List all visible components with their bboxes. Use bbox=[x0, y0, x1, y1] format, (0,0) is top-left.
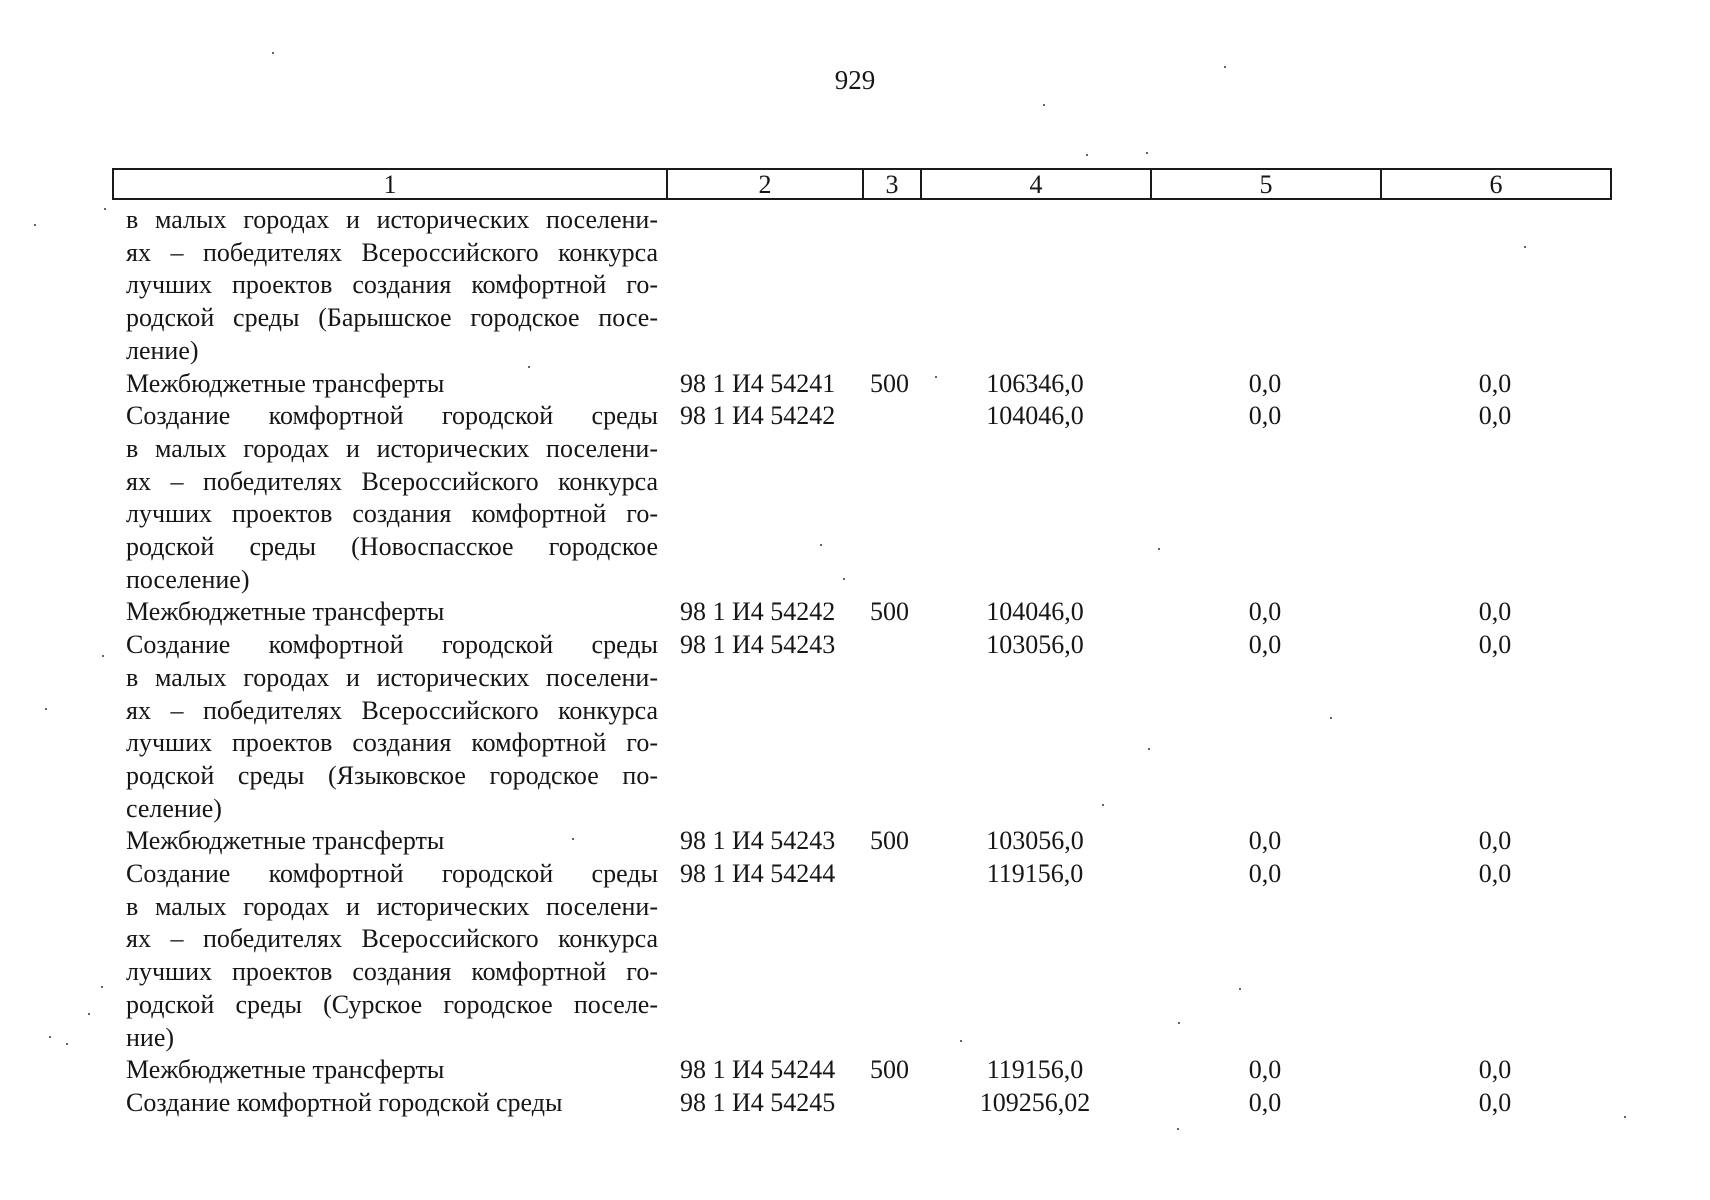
row-value-col4: 119156,0 bbox=[986, 1055, 1084, 1085]
row-description bbox=[126, 596, 658, 629]
row-value-col6: 0,0 bbox=[1478, 1055, 1512, 1085]
description-line: в малых городах и исторических поселени- bbox=[126, 205, 658, 234]
description-line: Межбюджетные трансферты bbox=[126, 826, 445, 856]
row-code: 98 1 И4 54241 bbox=[680, 368, 836, 398]
row-expense-kind: 500 bbox=[870, 826, 909, 856]
row-value-col4: 103056,0 bbox=[986, 826, 1084, 856]
description-line: Создание комфортной городской среды bbox=[126, 1087, 563, 1117]
header-col-3: 3 bbox=[864, 170, 922, 198]
row-expense-kind: 500 bbox=[870, 597, 909, 627]
description-line: Межбюджетные трансферты bbox=[126, 597, 445, 627]
row-code: 98 1 И4 54244 bbox=[680, 859, 836, 888]
row-description bbox=[126, 1054, 658, 1087]
row-value-col6: 0,0 bbox=[1478, 597, 1512, 627]
header-col-2: 2 bbox=[668, 170, 864, 198]
description-line: родской среды (Сурское городское поселе- bbox=[126, 989, 658, 1019]
row-value-col5: 0,0 bbox=[1248, 368, 1282, 398]
description-line: лучших проектов создания комфортной го- bbox=[126, 728, 658, 758]
row-description bbox=[126, 858, 658, 1054]
description-line: в малых городах и исторических поселени- bbox=[126, 662, 658, 692]
row-value-col5: 0,0 bbox=[1248, 826, 1282, 856]
row-value-col5: 0,0 bbox=[1248, 630, 1282, 660]
row-value-col6: 0,0 bbox=[1478, 826, 1512, 856]
row-value-col5: 0,0 bbox=[1248, 1087, 1282, 1117]
description-line: Создание комфортной городской среды bbox=[126, 401, 658, 431]
row-value-col4: 119156,0 bbox=[986, 859, 1084, 888]
row-code: 98 1 И4 54242 bbox=[680, 597, 836, 627]
description-line: Создание комфортной городской среды bbox=[126, 630, 658, 660]
row-value-col6: 0,0 bbox=[1478, 859, 1512, 888]
row-code: 98 1 И4 54242 bbox=[680, 401, 836, 431]
header-col-5: 5 bbox=[1152, 170, 1382, 198]
row-description bbox=[126, 1087, 658, 1120]
row-description bbox=[126, 825, 658, 858]
row-value-col4: 109256,02 bbox=[979, 1087, 1091, 1117]
row-value-col6: 0,0 bbox=[1478, 368, 1512, 398]
description-line: в малых городах и исторических поселени- bbox=[126, 433, 658, 463]
header-col-4: 4 bbox=[922, 170, 1152, 198]
description-line: лучших проектов создания комфортной го- bbox=[126, 270, 658, 300]
header-col-6: 6 bbox=[1489, 170, 1503, 199]
row-value-col6: 0,0 bbox=[1478, 1087, 1512, 1117]
row-code: 98 1 И4 54245 bbox=[680, 1087, 836, 1117]
description-line: ях – победителях Всероссийского конкурса bbox=[126, 466, 658, 496]
header-col-1: 1 bbox=[114, 170, 668, 198]
description-line: селение) bbox=[126, 793, 222, 823]
description-line: ление) bbox=[126, 335, 199, 365]
page-number: 929 bbox=[834, 65, 876, 95]
description-line: родской среды (Новоспасское городское bbox=[126, 532, 658, 561]
row-value-col4: 104046,0 bbox=[986, 401, 1084, 431]
row-value-col5: 0,0 bbox=[1248, 597, 1282, 627]
description-line: Межбюджетные трансферты bbox=[126, 1055, 445, 1085]
row-value-col4: 104046,0 bbox=[986, 597, 1084, 627]
description-line: поселение) bbox=[126, 564, 250, 594]
description-line: ях – победителях Всероссийского конкурса bbox=[126, 237, 658, 267]
description-line: лучших проектов создания комфортной го- bbox=[126, 499, 658, 529]
description-line: Создание комфортной городской среды bbox=[126, 859, 658, 888]
row-description bbox=[126, 400, 658, 596]
description-line: родской среды (Языковское городское по- bbox=[126, 760, 658, 790]
row-description bbox=[126, 368, 658, 401]
row-code: 98 1 И4 54243 bbox=[680, 630, 836, 660]
row-description bbox=[126, 629, 658, 825]
row-value-col4: 103056,0 bbox=[986, 630, 1084, 660]
row-description bbox=[126, 204, 658, 368]
description-line: ние) bbox=[126, 1022, 175, 1052]
row-value-col6: 0,0 bbox=[1478, 630, 1512, 660]
description-line: Межбюджетные трансферты bbox=[126, 368, 445, 398]
description-line: родской среды (Барышское городское посе- bbox=[126, 303, 658, 333]
row-expense-kind: 500 bbox=[870, 1055, 909, 1085]
description-line: ях – победителях Всероссийского конкурса bbox=[126, 695, 658, 725]
row-value-col5: 0,0 bbox=[1248, 401, 1282, 431]
row-value-col5: 0,0 bbox=[1248, 1055, 1282, 1085]
row-expense-kind: 500 bbox=[870, 368, 909, 398]
row-code: 98 1 И4 54243 bbox=[680, 826, 836, 856]
description-line: в малых городах и исторических поселени- bbox=[126, 891, 658, 921]
row-value-col4: 106346,0 bbox=[986, 368, 1084, 398]
row-value-col5: 0,0 bbox=[1248, 859, 1282, 888]
row-code: 98 1 И4 54244 bbox=[680, 1055, 836, 1085]
description-line: лучших проектов создания комфортной го- bbox=[126, 957, 658, 987]
description-line: ях – победителях Всероссийского конкурса bbox=[126, 924, 658, 954]
table-header bbox=[112, 168, 1612, 200]
row-value-col6: 0,0 bbox=[1478, 401, 1512, 431]
